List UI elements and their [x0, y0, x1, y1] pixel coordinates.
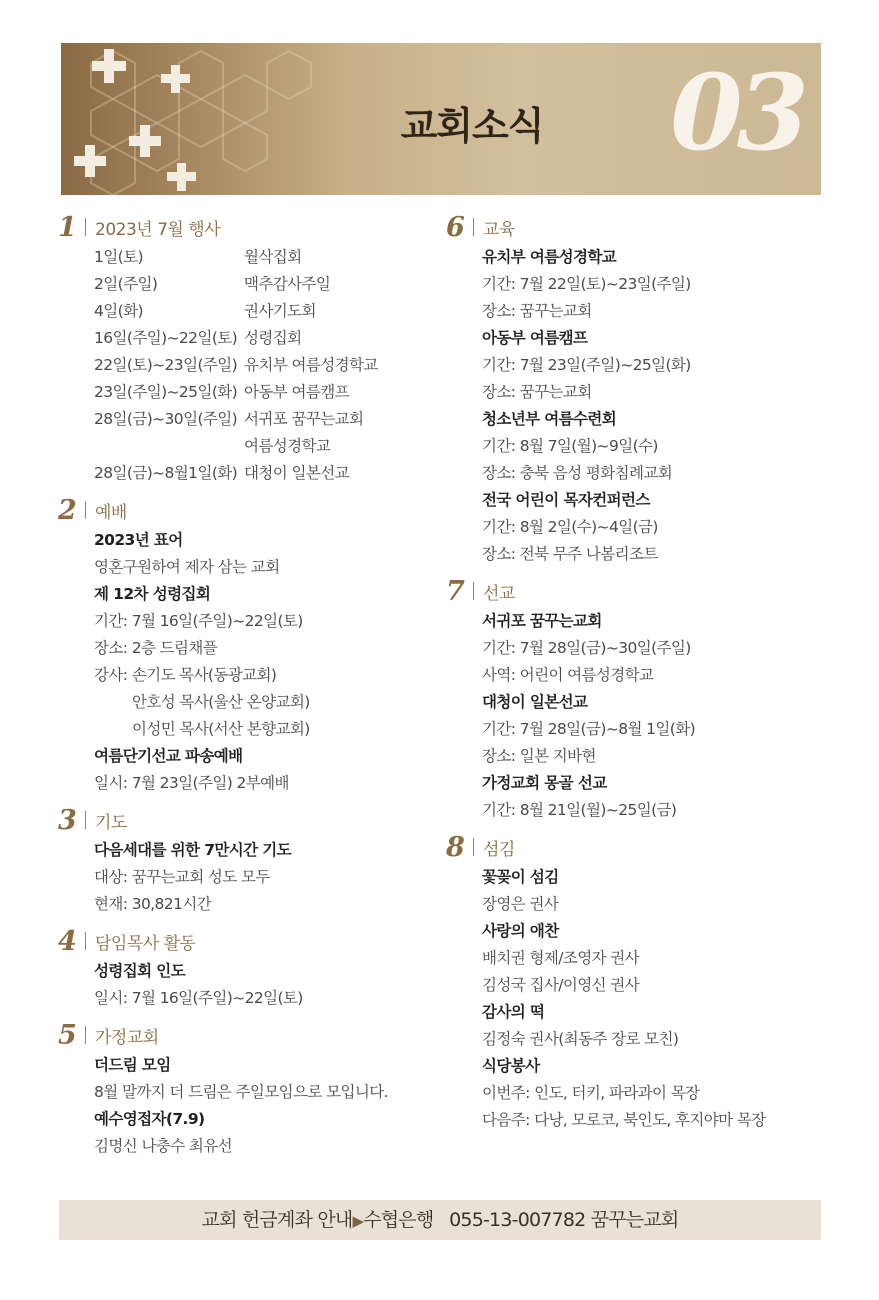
item-heading: 식당봉사 — [482, 1057, 540, 1075]
section-header — [58, 1018, 428, 1052]
event-date: 2일(주일) — [94, 275, 158, 293]
divider — [85, 218, 86, 236]
divider — [85, 932, 86, 950]
event-date: 22일(토)~23일(주일) — [94, 356, 238, 374]
account-holder: 꿈꾸는교회 — [590, 1209, 679, 1231]
item-text: 기간: 7월 16일(주일)~22일(토) — [94, 612, 303, 630]
section-header — [446, 574, 826, 608]
event-date: 28일(금)~30일(주일) — [94, 410, 238, 428]
item-text: 8월 말까지 더 드림은 주일모임으로 모입니다. — [94, 1083, 388, 1101]
event-name: 대청이 일본선교 — [244, 464, 349, 482]
divider — [473, 838, 474, 856]
item-text: 강사: 손기도 목사(동광교회) — [94, 666, 277, 684]
section-header — [58, 924, 428, 958]
divider — [85, 811, 86, 829]
item-heading: 여름단기선교 파송예배 — [94, 747, 243, 765]
item-text: 이번주: 인도, 터키, 파라과이 목장 — [482, 1084, 700, 1102]
section-8 — [446, 830, 826, 1134]
event-name: 아동부 여름캠프 — [244, 383, 349, 401]
event-date — [94, 433, 244, 460]
account-number: 055-13-007782 — [449, 1209, 586, 1231]
section-title: 담임목사 활동 — [95, 933, 196, 954]
item-heading: 가정교회 몽골 선교 — [482, 774, 607, 792]
event-row — [58, 298, 428, 325]
section-header — [58, 493, 428, 527]
item-heading: 제 12차 성령집회 — [94, 585, 211, 603]
section-number: 5 — [58, 1019, 77, 1051]
item-text: 김성국 집사/이영신 권사 — [482, 976, 640, 994]
item-text: 영혼구원하여 제자 삼는 교회 — [94, 558, 280, 576]
section-header — [58, 210, 428, 244]
section-5 — [58, 1018, 428, 1160]
section-1 — [58, 210, 428, 487]
section-number: 4 — [58, 925, 77, 957]
item-text: 장소: 일본 지바현 — [482, 747, 596, 765]
event-date: 4일(화) — [94, 302, 143, 320]
event-name: 성령집회 — [244, 329, 302, 347]
item-text: 장소: 2층 드림채플 — [94, 639, 218, 657]
item-text: 기간: 7월 23일(주일)~25일(화) — [482, 356, 691, 374]
event-date: 23일(주일)~25일(화) — [94, 383, 238, 401]
section-7 — [446, 574, 826, 824]
item-text: 기간: 8월 2일(수)~4일(금) — [482, 518, 658, 536]
item-heading: 사랑의 애찬 — [482, 922, 559, 940]
section-4 — [58, 924, 428, 1012]
item-text: 다음주: 다낭, 모로코, 북인도, 후지야마 목장 — [482, 1111, 766, 1129]
item-heading: 예수영접자(7.9) — [94, 1110, 205, 1128]
section-title: 선교 — [483, 583, 515, 604]
event-row — [58, 406, 428, 433]
item-text: 일시: 7월 23일(주일) 2부예배 — [94, 774, 289, 792]
section-number: 8 — [446, 831, 465, 863]
item-heading: 2023년 표어 — [94, 531, 183, 549]
event-row — [58, 271, 428, 298]
footer-label: 교회 헌금계좌 안내 — [201, 1209, 353, 1231]
event-row — [58, 352, 428, 379]
event-name: 월삭집회 — [244, 248, 302, 266]
item-text: 장소: 충북 음성 평화침례교회 — [482, 464, 673, 482]
section-number: 6 — [446, 211, 465, 243]
section-2 — [58, 493, 428, 797]
item-text: 김정숙 권사(최동주 장로 모친) — [482, 1030, 679, 1048]
item-heading: 꽃꽂이 섬김 — [482, 868, 559, 886]
section-title: 섬김 — [483, 839, 515, 860]
item-text: 배치권 형제/조영자 권사 — [482, 949, 640, 967]
item-text: 대상: 꿈꾸는교회 성도 모두 — [94, 868, 270, 886]
event-row — [58, 460, 428, 487]
item-text: 기간: 7월 22일(토)~23일(주일) — [482, 275, 691, 293]
item-text: 기간: 7월 28일(금)~8월 1일(화) — [482, 720, 696, 738]
item-text: 장소: 전북 무주 나봄리조트 — [482, 545, 658, 563]
item-text: 현재: 30,821시간 — [94, 895, 212, 913]
item-text: 사역: 어린이 여름성경학교 — [482, 666, 654, 684]
item-heading: 대청이 일본선교 — [482, 693, 588, 711]
item-text: 기간: 8월 7일(월)~9일(수) — [482, 437, 658, 455]
item-text: 장소: 꿈꾸는교회 — [482, 383, 592, 401]
event-name: 맥추감사주일 — [244, 275, 331, 293]
item-text: 김명신 나충수 최유선 — [94, 1137, 233, 1155]
page-number: 03 — [670, 51, 803, 174]
section-3 — [58, 803, 428, 918]
event-name: 여름성경학교 — [244, 437, 331, 455]
divider — [473, 218, 474, 236]
divider — [473, 582, 474, 600]
divider — [85, 501, 86, 519]
item-heading: 전국 어린이 목자컨퍼런스 — [482, 491, 650, 509]
page-title: 교회소식 — [400, 104, 544, 148]
section-number: 3 — [58, 804, 77, 836]
item-heading: 성령집회 인도 — [94, 962, 186, 980]
section-header — [58, 803, 428, 837]
section-header — [446, 210, 826, 244]
item-text: 기간: 7월 28일(금)~30일(주일) — [482, 639, 691, 657]
event-name: 권사기도회 — [244, 302, 316, 320]
header-banner — [61, 43, 821, 195]
event-date: 1일(토) — [94, 248, 143, 266]
section-header — [446, 830, 826, 864]
section-title: 2023년 7월 행사 — [95, 219, 221, 240]
left-column — [58, 210, 428, 1166]
section-number: 2 — [58, 494, 77, 526]
item-heading: 유치부 여름성경학교 — [482, 248, 617, 266]
offering-account-banner — [59, 1200, 821, 1240]
event-row — [58, 244, 428, 271]
event-date: 16일(주일)~22일(토) — [94, 329, 238, 347]
event-name: 유치부 여름성경학교 — [244, 356, 378, 374]
section-title: 가정교회 — [95, 1027, 159, 1048]
section-title: 기도 — [95, 812, 127, 833]
event-row — [58, 379, 428, 406]
section-6 — [446, 210, 826, 568]
right-column — [446, 210, 826, 1140]
arrow-right-icon: ▶ — [352, 1212, 364, 1230]
item-heading: 감사의 떡 — [482, 1003, 545, 1021]
item-text: 장영은 권사 — [482, 895, 559, 913]
item-heading: 서귀포 꿈꾸는교회 — [482, 612, 602, 630]
bank-name: 수협은행 — [363, 1209, 434, 1231]
event-row — [58, 433, 428, 460]
event-row — [58, 325, 428, 352]
section-number: 1 — [58, 211, 77, 243]
item-text: 장소: 꿈꾸는교회 — [482, 302, 592, 320]
item-heading: 청소년부 여름수련회 — [482, 410, 617, 428]
item-text: 일시: 7월 16일(주일)~22일(토) — [94, 989, 303, 1007]
divider — [85, 1026, 86, 1044]
event-name: 서귀포 꿈꾸는교회 — [244, 410, 364, 428]
section-number: 7 — [446, 575, 465, 607]
section-title: 예배 — [95, 502, 127, 523]
item-text: 기간: 8월 21일(월)~25일(금) — [482, 801, 677, 819]
item-heading: 아동부 여름캠프 — [482, 329, 588, 347]
item-text: 안호성 목사(울산 온양교회) — [132, 693, 310, 711]
event-date: 28일(금)~8월1일(화) — [94, 464, 238, 482]
item-text: 이성민 목사(서산 본향교회) — [132, 720, 310, 738]
section-title: 교육 — [483, 219, 515, 240]
item-heading: 더드림 모임 — [94, 1056, 171, 1074]
item-heading: 다음세대를 위한 7만시간 기도 — [94, 841, 292, 859]
